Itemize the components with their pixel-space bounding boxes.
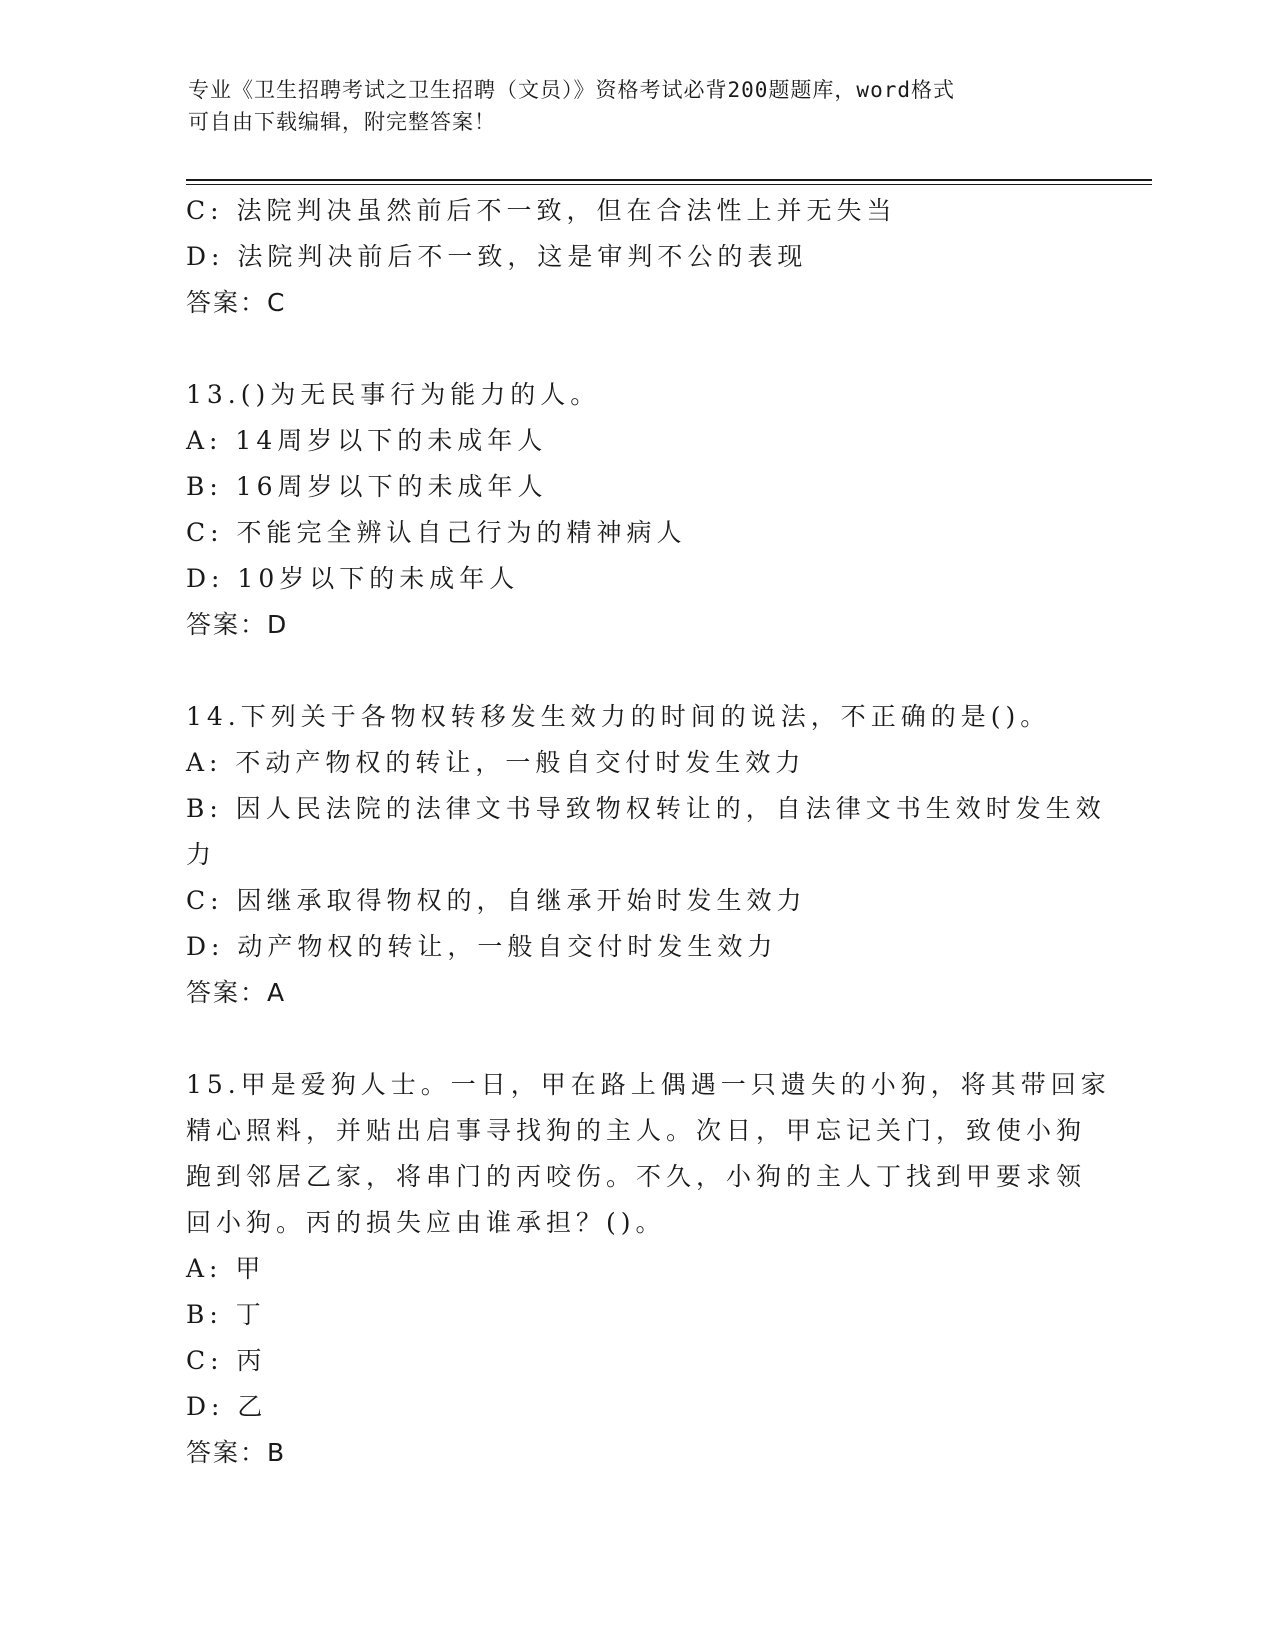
- question-15: [186, 1062, 1111, 1476]
- question-stem: 13.()为无民事行为能力的人。: [186, 380, 601, 409]
- question-spacer: [186, 326, 1086, 372]
- option-d: D: 动产物权的转让，一般自交付时发生效力: [186, 932, 778, 961]
- answer-label: 答案：C: [186, 288, 287, 317]
- option-d: D: 10岁以下的未成年人: [186, 564, 520, 593]
- option-c: C: 法院判决虽然前后不一致，但在合法性上并无失当: [186, 196, 897, 225]
- question-stem-line-1: 15.甲是爱狗人士。一日，甲在路上偶遇一只遗失的小狗，将其带回家: [186, 1070, 1111, 1099]
- question-stem-line-3: 跑到邻居乙家，将串门的丙咬伤。不久，小狗的主人丁找到甲要求领: [186, 1162, 1087, 1191]
- question-spacer: [186, 1016, 1086, 1062]
- answer-label: 答案：D: [186, 610, 289, 639]
- option-d: D: 法院判决前后不一致，这是审判不公的表现: [186, 242, 808, 271]
- question-14: [186, 694, 1106, 1016]
- question-spacer: [186, 648, 1086, 694]
- answer-label: 答案：B: [186, 1438, 287, 1467]
- question-stem-line-4: 回小狗。丙的损失应由谁承担？()。: [186, 1208, 666, 1237]
- header-divider-thin: [186, 184, 1152, 185]
- question-list: [186, 188, 1111, 1476]
- option-d: D: 乙: [186, 1392, 268, 1421]
- header-title-line-1: 专业《卫生招聘考试之卫生招聘（文员）》资格考试必背200题题库，word格式: [188, 78, 955, 102]
- option-a: A: 14周岁以下的未成年人: [186, 426, 548, 455]
- question-12-tail: [186, 188, 1086, 326]
- option-c: C: 丙: [186, 1346, 267, 1375]
- option-b-line-2: 力: [186, 840, 217, 869]
- option-c: C: 不能完全辨认自己行为的精神病人: [186, 518, 687, 547]
- header-divider-thick: [186, 179, 1152, 181]
- option-b-line-1: B: 因人民法院的法律文书导致物权转让的，自法律文书生效时发生效: [186, 794, 1106, 823]
- header-title-line-2: 可自由下载编辑，附完整答案！: [188, 110, 496, 134]
- document-header: [188, 74, 1088, 138]
- option-c: C: 因继承取得物权的，自继承开始时发生效力: [186, 886, 807, 915]
- question-stem-line-2: 精心照料，并贴出启事寻找狗的主人。次日，甲忘记关门，致使小狗: [186, 1116, 1087, 1145]
- answer-label: 答案：A: [186, 978, 287, 1007]
- option-b: B: 丁: [186, 1300, 266, 1329]
- question-stem: 14.下列关于各物权转移发生效力的时间的说法，不正确的是()。: [186, 702, 1051, 731]
- option-a: A: 甲: [186, 1254, 266, 1283]
- option-a: A: 不动产物权的转让，一般自交付时发生效力: [186, 748, 806, 777]
- question-13: [186, 372, 1086, 648]
- option-b: B: 16周岁以下的未成年人: [186, 472, 548, 501]
